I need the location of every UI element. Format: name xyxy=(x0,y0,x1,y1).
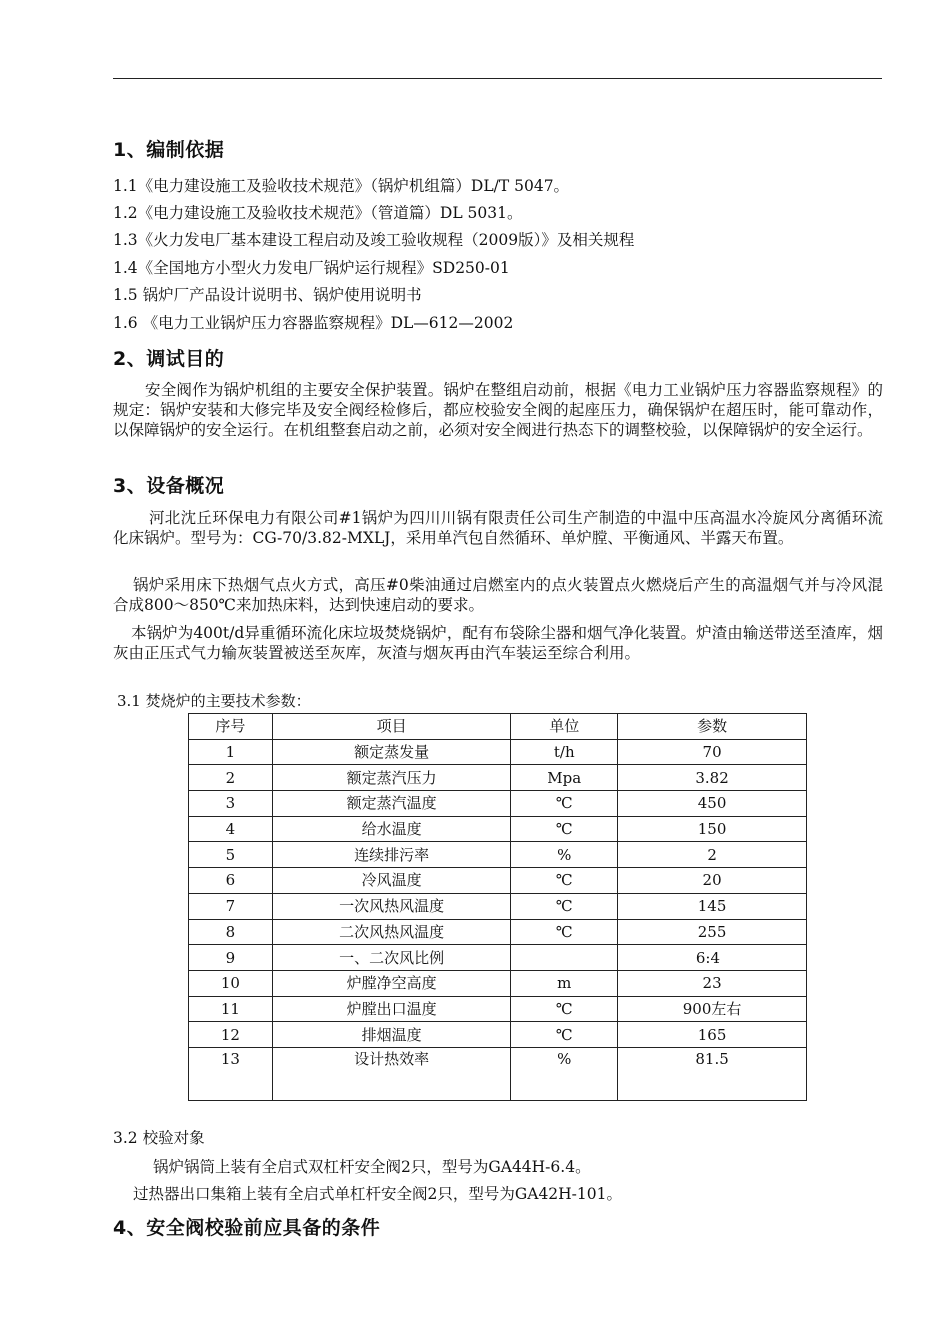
header-rule xyxy=(113,78,882,79)
cell-index: 9 xyxy=(189,945,273,971)
cell-unit: Mpa xyxy=(511,765,618,791)
cell-value: 150 xyxy=(618,816,807,842)
check-line-1: 锅炉锅筒上装有全启式双杠杆安全阀2只，型号为GA44H-6.4。 xyxy=(153,1158,591,1176)
cell-unit: m xyxy=(511,970,618,996)
cell-unit xyxy=(511,945,618,971)
check-line-2: 过热器出口集箱上装有全启式单杠杆安全阀2只，型号为GA42H-101。 xyxy=(133,1185,623,1203)
cell-unit: ℃ xyxy=(511,893,618,919)
cell-index: 6 xyxy=(189,868,273,894)
cell-value: 70 xyxy=(618,739,807,765)
cell-value: 3.82 xyxy=(618,765,807,791)
cell-item: 给水温度 xyxy=(272,816,511,842)
check-object-title: 3.2 校验对象 xyxy=(113,1129,205,1147)
cell-value: 81.5 xyxy=(618,1047,807,1100)
cell-index: 13 xyxy=(189,1047,273,1100)
table-row xyxy=(189,893,807,919)
section2-heading: 2、调试目的 xyxy=(113,348,225,370)
overview-paragraph-2: 锅炉采用床下热烟气点火方式，高压#0柴油通过启燃室内的点火装置点火燃烧后产生的高温烟气并与冷风混合成800～850℃来加热床料，达到快速启动的要求。 xyxy=(113,576,883,614)
section1-heading: 1、编制依据 xyxy=(113,139,225,161)
table-caption: 3.1 焚烧炉的主要技术参数： xyxy=(117,692,311,710)
basis-item-1: 1.1《电力建设施工及验收技术规范》（锅炉机组篇）DL/T 5047。 xyxy=(113,177,570,195)
basis-item-4: 1.4《全国地方小型火力发电厂锅炉运行规程》SD250-01 xyxy=(113,259,510,277)
cell-unit: ℃ xyxy=(511,868,618,894)
cell-index: 3 xyxy=(189,791,273,817)
cell-value: 2 xyxy=(618,842,807,868)
cell-value: 145 xyxy=(618,893,807,919)
cell-value: 165 xyxy=(618,1022,807,1048)
cell-index: 4 xyxy=(189,816,273,842)
cell-item: 设计热效率 xyxy=(272,1047,511,1100)
cell-index: 12 xyxy=(189,1022,273,1048)
cell-unit: ℃ xyxy=(511,816,618,842)
basis-item-5: 1.5 锅炉厂产品设计说明书、锅炉使用说明书 xyxy=(113,286,422,304)
cell-item: 额定蒸发量 xyxy=(272,739,511,765)
cell-value: 450 xyxy=(618,791,807,817)
table-row xyxy=(189,970,807,996)
cell-value: 900左右 xyxy=(618,996,807,1022)
cell-value: 20 xyxy=(618,868,807,894)
header-unit: 单位 xyxy=(511,714,618,740)
technical-parameters-table xyxy=(188,713,807,1101)
cell-unit: % xyxy=(511,842,618,868)
cell-item: 排烟温度 xyxy=(272,1022,511,1048)
header-index: 序号 xyxy=(189,714,273,740)
cell-index: 11 xyxy=(189,996,273,1022)
table-row xyxy=(189,945,807,971)
cell-unit: % xyxy=(511,1047,618,1100)
cell-index: 2 xyxy=(189,765,273,791)
table-row xyxy=(189,868,807,894)
table-row xyxy=(189,739,807,765)
header-item: 项目 xyxy=(272,714,511,740)
section4-heading: 4、安全阀校验前应具备的条件 xyxy=(113,1217,381,1239)
cell-index: 10 xyxy=(189,970,273,996)
table-row xyxy=(189,1047,807,1100)
cell-index: 5 xyxy=(189,842,273,868)
cell-unit: ℃ xyxy=(511,1022,618,1048)
table-row xyxy=(189,765,807,791)
cell-item: 炉膛净空高度 xyxy=(272,970,511,996)
table-row xyxy=(189,996,807,1022)
cell-unit: ℃ xyxy=(511,791,618,817)
cell-item: 连续排污率 xyxy=(272,842,511,868)
cell-item: 额定蒸汽温度 xyxy=(272,791,511,817)
cell-item: 冷风温度 xyxy=(272,868,511,894)
cell-item: 一、二次风比例 xyxy=(272,945,511,971)
cell-unit: ℃ xyxy=(511,996,618,1022)
cell-value: 255 xyxy=(618,919,807,945)
cell-value: 6:4 xyxy=(618,945,807,971)
overview-paragraph-3: 本锅炉为400t/d异重循环流化床垃圾焚烧锅炉，配有布袋除尘器和烟气净化装置。炉渣由输送带送至渣库，烟灰由正压式气力输灰装置被送至灰库，灰渣与烟灰再由汽车装运至综合利用。 xyxy=(113,624,883,662)
overview-paragraph-1: 河北沈丘环保电力有限公司#1锅炉为四川川锅有限责任公司生产制造的中温中压高温水冷旋风分离循环流化床锅炉。型号为：CG-70/3.82-MXLJ，采用单汽包自然循环、单炉膛、平衡通风、半露天布置。 xyxy=(113,509,883,547)
cell-index: 1 xyxy=(189,739,273,765)
cell-value: 23 xyxy=(618,970,807,996)
table-row xyxy=(189,816,807,842)
cell-index: 7 xyxy=(189,893,273,919)
cell-index: 8 xyxy=(189,919,273,945)
basis-item-6: 1.6 《电力工业锅炉压力容器监察规程》DL—612—2002 xyxy=(113,314,514,332)
section3-heading: 3、设备概况 xyxy=(113,475,225,497)
basis-item-2: 1.2《电力建设施工及验收技术规范》（管道篇）DL 5031。 xyxy=(113,204,523,222)
cell-item: 二次风热风温度 xyxy=(272,919,511,945)
purpose-paragraph: 安全阀作为锅炉机组的主要安全保护装置。锅炉在整组启动前，根据《电力工业锅炉压力容器监察规程》的规定：锅炉安装和大修完毕及安全阀经检修后，都应校验安全阀的起座压力，确保锅炉在超压时，能可靠动作，以保障锅炉的安全运行。在机组整套启动之前，必须对安全阀进行热态下的调整校验，以保障锅炉的安全运行。 xyxy=(113,381,883,439)
cell-unit: ℃ xyxy=(511,919,618,945)
cell-unit: t/h xyxy=(511,739,618,765)
table-row xyxy=(189,919,807,945)
header-value: 参数 xyxy=(618,714,807,740)
table-row xyxy=(189,791,807,817)
basis-item-3: 1.3《火力发电厂基本建设工程启动及竣工验收规程（2009版）》及相关规程 xyxy=(113,231,635,249)
cell-item: 一次风热风温度 xyxy=(272,893,511,919)
cell-item: 炉膛出口温度 xyxy=(272,996,511,1022)
cell-item: 额定蒸汽压力 xyxy=(272,765,511,791)
table-row xyxy=(189,842,807,868)
table-row xyxy=(189,1022,807,1048)
table-header-row xyxy=(189,714,807,740)
